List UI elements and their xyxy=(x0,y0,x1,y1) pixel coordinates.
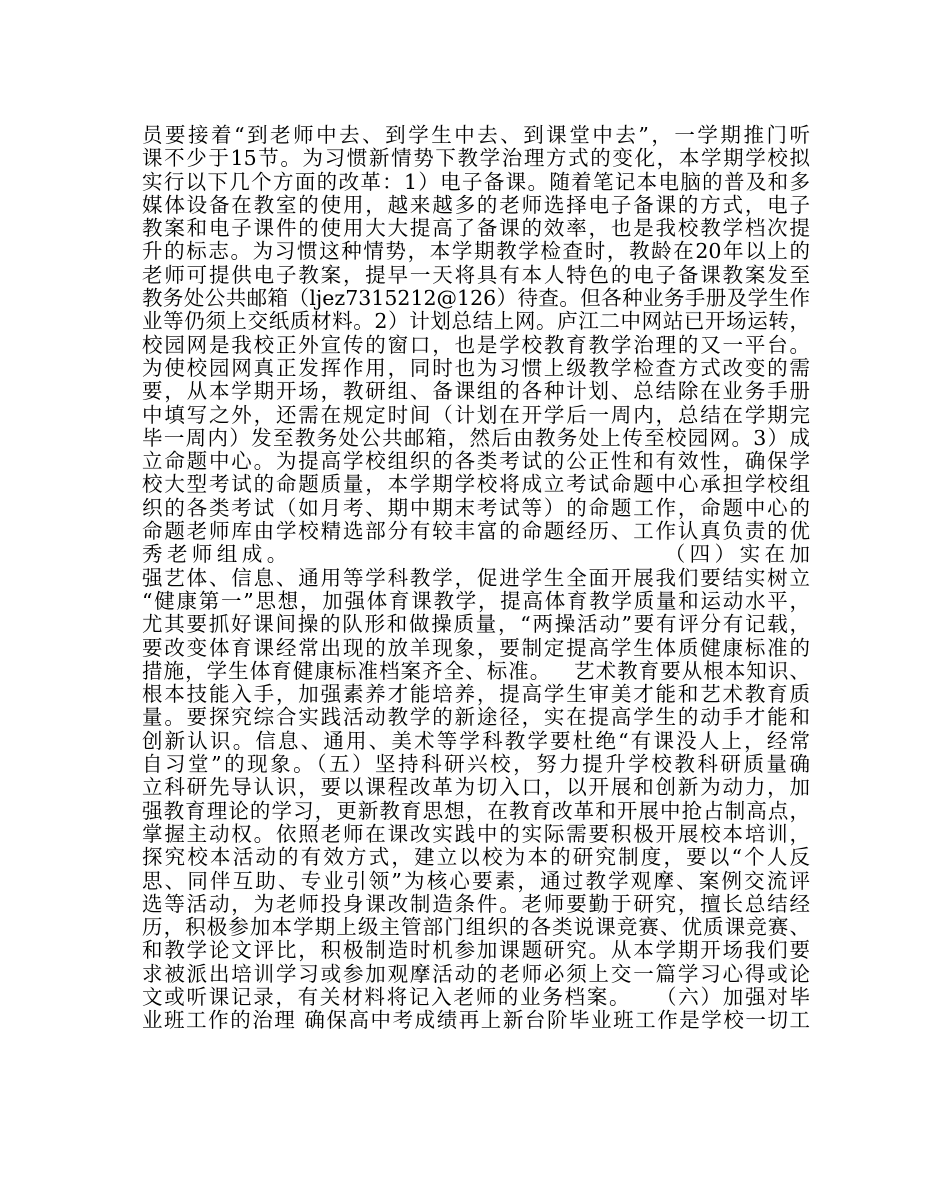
text-line: 课不少于15节。为习惯新情势下教学治理方式的变化，本学期学校拟 xyxy=(142,146,810,171)
text-line: 求被派出培训学习或参加观摩活动的老师必须上交一篇学习心得或论 xyxy=(142,961,810,986)
text-line: 强教育理论的学习，更新教育思想，在教育改革和开展中抢占制高点， xyxy=(142,798,810,823)
text-line: 毕一周内）发至教务处公共邮箱，然后由教务处上传至校园网。3）成 xyxy=(142,425,810,450)
text-line: 掌握主动权。依照老师在课改实践中的实际需要积极开展校本培训， xyxy=(142,821,810,846)
text-line: 命题老师库由学校精选部分有较丰富的命题经历、工作认真负责的优 xyxy=(142,519,810,544)
text-line: 创新认识。信息、通用、美术等学科教学要杜绝“有课没人上，经常 xyxy=(142,728,810,753)
text-line: 文或听课记录，有关材料将记入老师的业务档案。 （六）加强对毕 xyxy=(142,984,810,1009)
text-line: 织的各类考试（如月考、期中期末考试等）的命题工作，命题中心的 xyxy=(142,495,810,520)
text-line: 要改变体育课经常出现的放羊现象，要制定提高学生体质健康标准的 xyxy=(142,635,810,660)
text-line: 业班工作的治理 确保高中考成绩再上新台阶毕业班工作是学校一切工 xyxy=(142,1008,810,1033)
text-line: 中填写之外，还需在规定时间（计划在开学后一周内，总结在学期完 xyxy=(142,402,810,427)
text-line: 为使校园网真正发挥作用，同时也为习惯上级教学检查方式改变的需 xyxy=(142,355,810,380)
text-line: 媒体设备在教室的使用，越来越多的老师选择电子备课的方式，电子 xyxy=(142,192,810,217)
text-line: 措施，学生体育健康标准档案齐全、标准。 艺术教育要从根本知识、 xyxy=(142,658,810,683)
text-line: 历，积极参加本学期上级主管部门组织的各类说课竞赛、优质课竞赛、 xyxy=(142,915,810,940)
text-line: 选等活动，为老师投身课改制造条件。老师要勤于研究，擅长总结经 xyxy=(142,891,810,916)
text-line: 自习堂”的现象。（五）坚持科研兴校，努力提升学校教科研质量确 xyxy=(142,752,810,777)
text-line: 和教学论文评比，积极制造时机参加课题研究。从本学期开场我们要 xyxy=(142,938,810,963)
body-text xyxy=(142,124,810,1033)
text-line: 员要接着“到老师中去、到学生中去、到课堂中去”，一学期推门听 xyxy=(142,123,810,147)
text-line: 秀老师组成。 （四）实在加 xyxy=(142,542,810,567)
text-line: 探究校本活动的有效方式，建立以校为本的研究制度，要以“个人反 xyxy=(142,845,810,870)
text-line: 立命题中心。为提高学校组织的各类考试的公正性和有效性，确保学 xyxy=(142,449,810,474)
text-line: 校大型考试的命题质量，本学期学校将成立考试命题中心承担学校组 xyxy=(142,472,810,497)
text-line: 业等仍须上交纸质材料。2）计划总结上网。庐江二中网站已开场运转， xyxy=(142,309,810,334)
text-line: 校园网是我校正外宣传的窗口，也是学校教育教学治理的又一平台。 xyxy=(142,332,810,357)
text-line: 根本技能入手，加强素养才能培养，提高学生审美才能和艺术教育质 xyxy=(142,682,810,707)
text-line: 量。要探究综合实践活动教学的新途径，实在提高学生的动手才能和 xyxy=(142,705,810,730)
text-line: 教务处公共邮箱（ljez7315212@126）待查。但各种业务手册及学生作 xyxy=(142,286,810,311)
text-line: 实行以下几个方面的改革：1）电子备课。随着笔记本电脑的普及和多 xyxy=(142,169,810,194)
text-line: 思、同伴互助、专业引领”为核心要素，通过教学观摩、案例交流评 xyxy=(142,868,810,893)
text-line: 升的标志。为习惯这种情势，本学期教学检查时，教龄在20年以上的 xyxy=(142,239,810,264)
text-line: “健康第一”思想，加强体育课教学，提高体育教学质量和运动水平， xyxy=(142,588,810,613)
text-line: 教案和电子课件的使用大大提高了备课的效率，也是我校教学档次提 xyxy=(142,216,810,241)
text-line: 立科研先导认识，要以课程改革为切入口，以开展和创新为动力，加 xyxy=(142,775,810,800)
text-line: 尤其要抓好课间操的队形和做操质量，“两操活动”要有评分有记载， xyxy=(142,612,810,637)
text-line: 强艺体、信息、通用等学科教学，促进学生全面开展我们要结实树立 xyxy=(142,565,810,590)
text-line: 要，从本学期开场，教研组、备课组的各种计划、总结除在业务手册 xyxy=(142,379,810,404)
text-line: 老师可提供电子教案，提早一天将具有本人特色的电子备课教案发至 xyxy=(142,262,810,287)
